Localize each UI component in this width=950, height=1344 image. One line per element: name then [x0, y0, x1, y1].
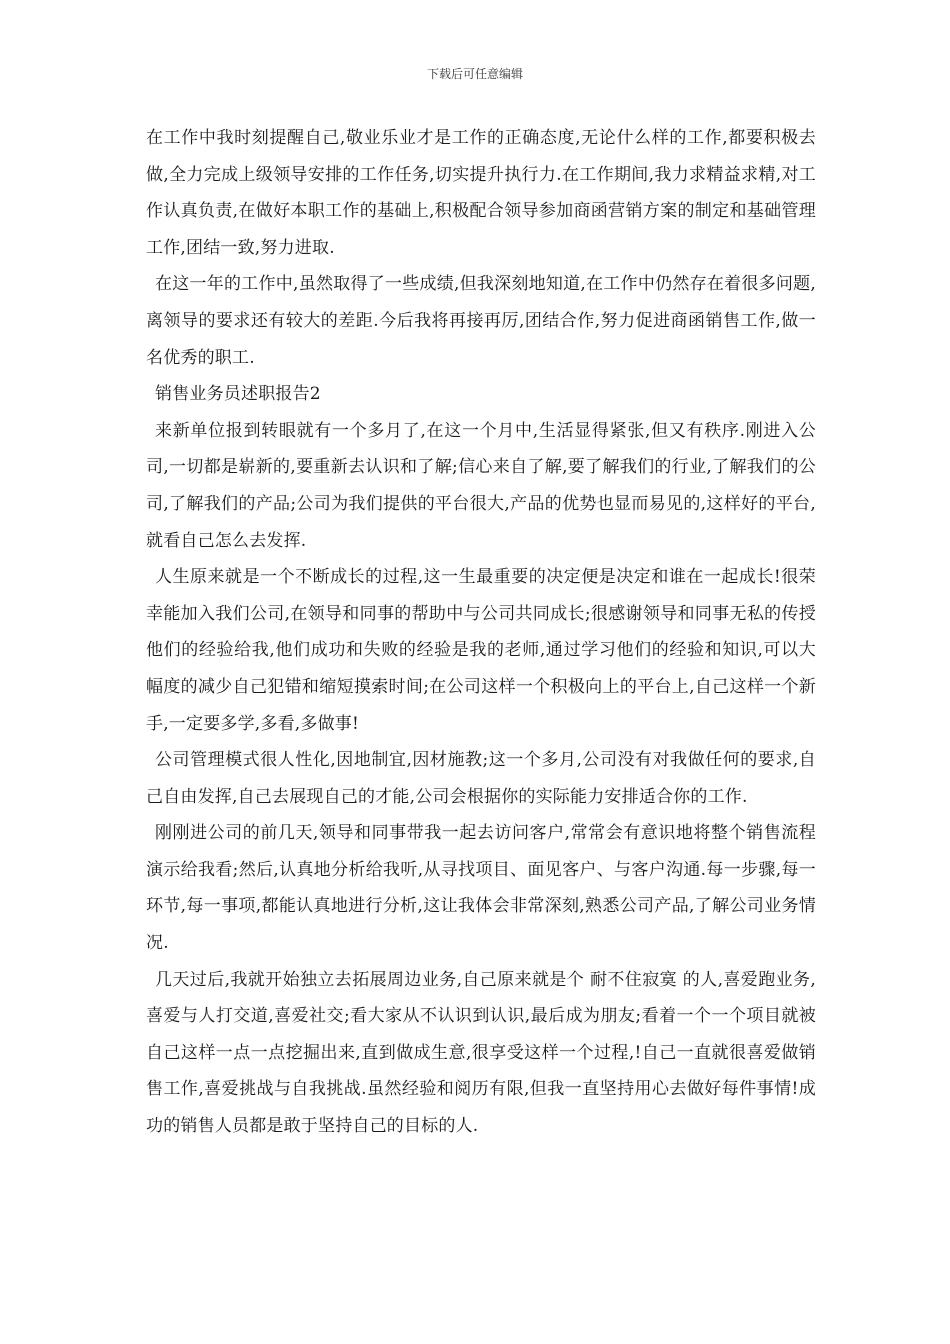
document-body — [146, 120, 816, 1145]
paragraph-work-attitude: 在工作中我时刻提醒自己,敬业乐业才是工作的正确态度,无论什么样的工作,都要积极去做,全力完成上级领导安排的工作任务,切实提升执行力.在工作期间,我力求精益求精,对工作认真负责,在做好本职工作的基础上,积极配合领导参加商函营销方案的制定和基础管理工作,团结一致,努力进取. — [146, 128, 816, 258]
paragraph-growth: 人生原来就是一个不断成长的过程,这一生最重要的决定便是决定和谁在一起成长!很荣幸能加入我们公司,在领导和同事的帮助中与公司共同成长;很感谢领导和同事无私的传授他们的经验给我,他们成功和失败的经验是我的老师,通过学习他们的经验和知识,可以大幅度的减少自己犯错和缩短摸索时间;在公司这样一个积极向上的平台上,自己这样一个新手,一定要多学,多看,多做事! — [146, 567, 816, 734]
paragraph-self-reflection: 在这一年的工作中,虽然取得了一些成绩,但我深刻地知道,在工作中仍然存在着很多问题,离领导的要求还有较大的差距.今后我将再接再厉,团结合作,努力促进商函销售工作,做一名优秀的职工. — [146, 274, 816, 368]
paragraph-independent-work: 几天过后,我就开始独立去拓展周边业务,自己原来就是个 耐不住寂寞 的人,喜爱跑业务,喜爱与人打交道,喜爱社交;看大家从不认识到认识,最后成为朋友;看着一个一个项目就被自己这样一点一点挖掘出来,直到做成生意,很享受这样一个过程,!自己一直就很喜爱做销售工作,喜爱挑战与自我挑战.虽然经验和阅历有限,但我一直坚持用心去做好每件事情!成功的销售人员都是敢于坚持自己的目标的人. — [146, 969, 816, 1137]
paragraph-new-unit: 来新单位报到转眼就有一个多月了,在这一个月中,生活显得紧张,但又有秩序.刚进入公司,一切都是崭新的,要重新去认识和了解;信心来自了解,要了解我们的行业,了解我们的公司,了解我们的产品;公司为我们提供的平台很大,产品的优势也显而易见的,这样好的平台,就看自己怎么去发挥. — [146, 420, 816, 551]
section-heading: 销售业务员述职报告2 — [155, 384, 321, 405]
page-header: 下载后可任意编辑 — [426, 67, 523, 81]
paragraph-management: 公司管理模式很人性化,因地制宜,因材施教;这一个多月,公司没有对我做任何的要求,自己自由发挥,自己去展现自己的才能,公司会根据你的实际能力安排适合你的工作. — [146, 750, 816, 807]
paragraph-first-days: 刚刚进公司的前几天,领导和同事带我一起去访问客户,常常会有意识地将整个销售流程演示给我看;然后,认真地分析给我听,从寻找项目、面见客户、与客户沟通.每一步骤,每一环节,每一事项,都能认真地进行分析,这让我体会非常深刻,熟悉公司产品,了解公司业务情况. — [146, 823, 816, 954]
